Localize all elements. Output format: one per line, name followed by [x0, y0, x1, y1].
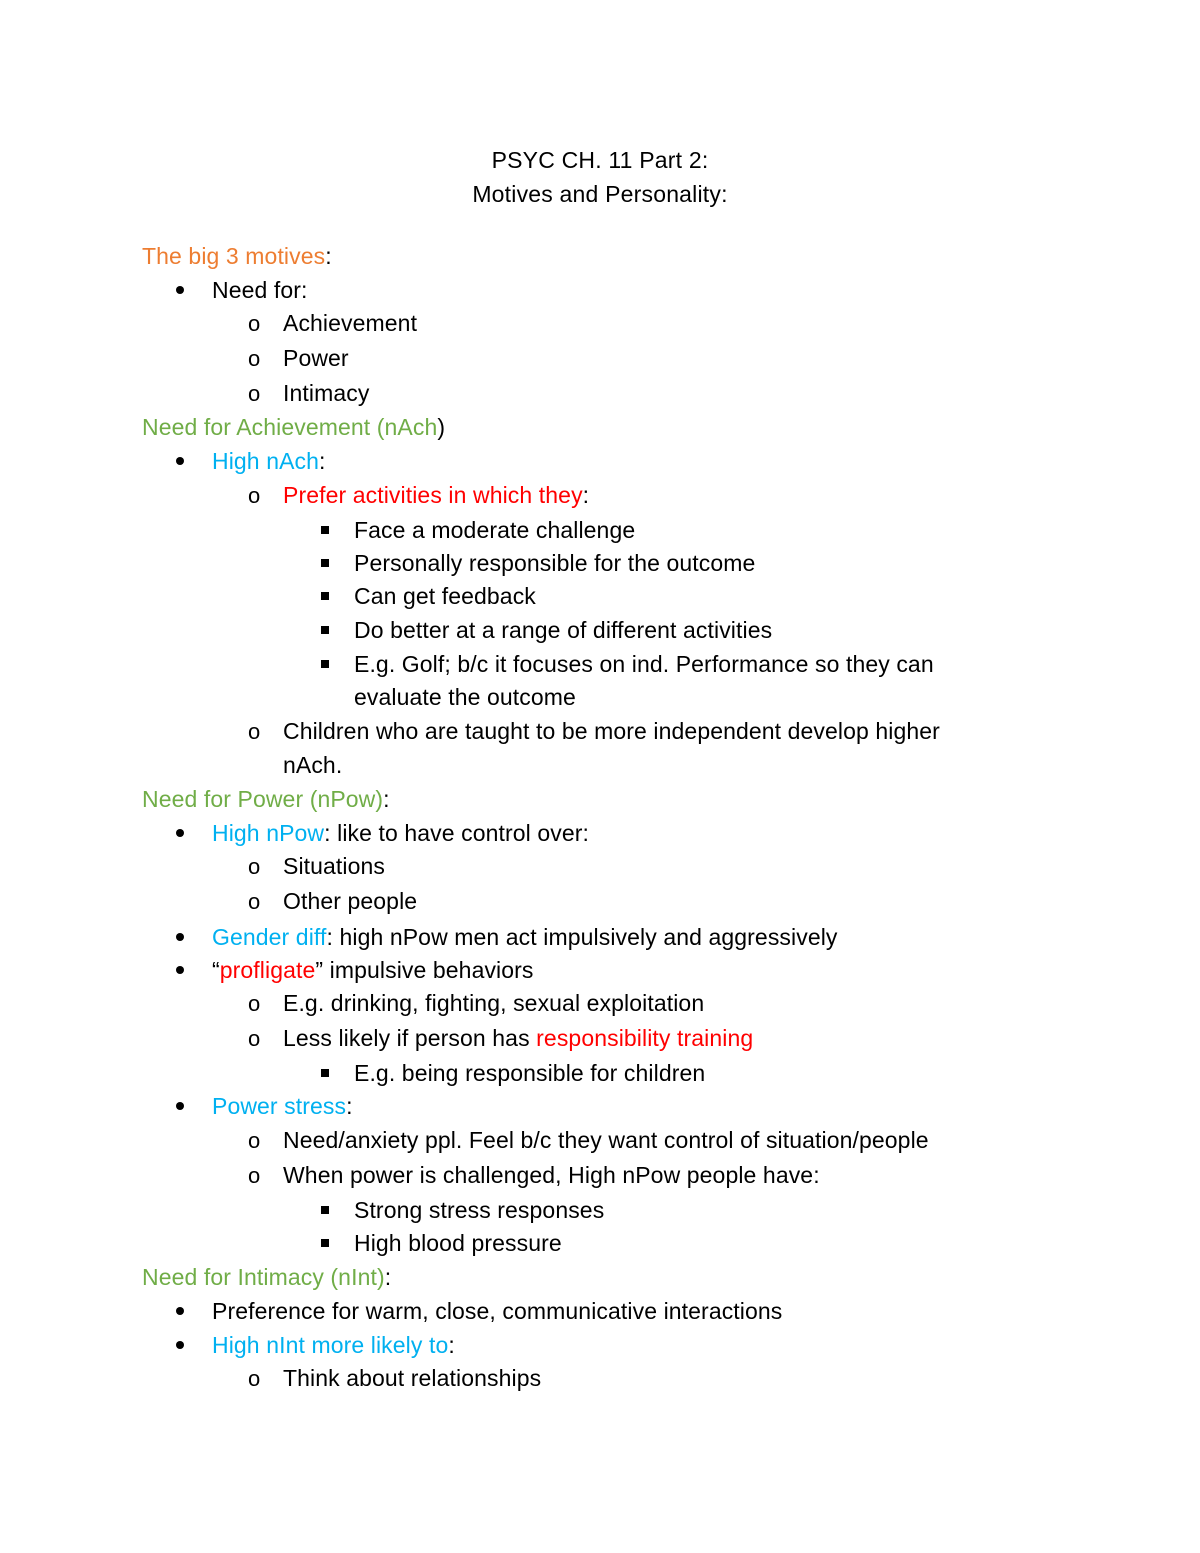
list-item: Power stress: [212, 1093, 353, 1119]
list-item: Power [283, 345, 349, 371]
square-bullet [321, 526, 329, 534]
sub-bullet-marker: o [248, 346, 261, 371]
square-bullet [321, 1239, 329, 1247]
list-item: Achievement [283, 310, 418, 336]
list-item: High nAch: [212, 448, 326, 474]
list-item: Can get feedback [354, 583, 536, 609]
sub-bullet-marker: o [248, 889, 261, 914]
square-bullet [321, 626, 329, 634]
sub-bullet-marker: o [248, 719, 261, 744]
document-subtitle: Motives and Personality: [472, 181, 728, 207]
list-item: Need for: [212, 277, 308, 303]
bullet-dot [176, 286, 184, 294]
square-bullet [321, 1206, 329, 1214]
sub-bullet-marker: o [248, 854, 261, 879]
sub-bullet-marker: o [248, 1128, 261, 1153]
bullet-dot [176, 1307, 184, 1315]
list-item: Personally responsible for the outcome [354, 550, 756, 576]
sub-bullet-marker: o [248, 381, 261, 406]
list-item: High nInt more likely to: [212, 1332, 455, 1358]
sub-bullet-marker: o [248, 311, 261, 336]
list-item: Children who are taught to be more independent develop higher [283, 718, 940, 744]
square-bullet [321, 592, 329, 600]
list-item: High nPow: like to have control over: [212, 820, 590, 846]
section-heading-big-3: The big 3 motives: [142, 243, 332, 269]
bullet-dot [176, 1341, 184, 1349]
list-item: Need/anxiety ppl. Feel b/c they want control of situation/people [283, 1127, 929, 1153]
list-item: E.g. being responsible for children [354, 1060, 706, 1086]
list-item: Intimacy [283, 380, 370, 406]
sub-bullet-marker: o [248, 1163, 261, 1188]
list-item: Strong stress responses [354, 1197, 605, 1223]
list-item-continuation: nAch. [283, 752, 343, 778]
list-item: When power is challenged, High nPow people have: [283, 1162, 820, 1188]
document-title: PSYC CH. 11 Part 2: [491, 147, 709, 173]
list-item: Do better at a range of different activities [354, 617, 773, 643]
list-item-continuation: evaluate the outcome [354, 684, 576, 710]
list-item: “profligate” impulsive behaviors [212, 957, 534, 983]
bullet-dot [176, 1102, 184, 1110]
bullet-dot [176, 966, 184, 974]
bullet-dot [176, 829, 184, 837]
list-item: Preference for warm, close, communicative interactions [212, 1298, 783, 1324]
square-bullet [321, 559, 329, 567]
list-item: Less likely if person has responsibility training [283, 1025, 754, 1051]
list-item: High blood pressure [354, 1230, 562, 1256]
sub-bullet-marker: o [248, 1026, 261, 1051]
sub-bullet-marker: o [248, 1366, 261, 1391]
list-item: E.g. Golf; b/c it focuses on ind. Performance so they can [354, 651, 934, 677]
section-heading-intimacy: Need for Intimacy (nInt): [142, 1264, 392, 1290]
sub-bullet-marker: o [248, 991, 261, 1016]
section-heading-achievement: Need for Achievement (nAch) [142, 414, 446, 440]
list-item: Other people [283, 888, 418, 914]
square-bullet [321, 1069, 329, 1077]
square-bullet [321, 660, 329, 668]
list-item: Gender diff: high nPow men act impulsively and aggressively [212, 924, 838, 950]
list-item: Situations [283, 853, 386, 879]
list-item: Face a moderate challenge [354, 517, 636, 543]
bullet-dot [176, 457, 184, 465]
sub-bullet-marker: o [248, 483, 261, 508]
list-item: E.g. drinking, fighting, sexual exploitation [283, 990, 705, 1016]
bullet-dot [176, 933, 184, 941]
list-item: Prefer activities in which they: [283, 482, 590, 508]
list-item: Think about relationships [283, 1365, 542, 1391]
section-heading-power: Need for Power (nPow): [142, 786, 390, 812]
